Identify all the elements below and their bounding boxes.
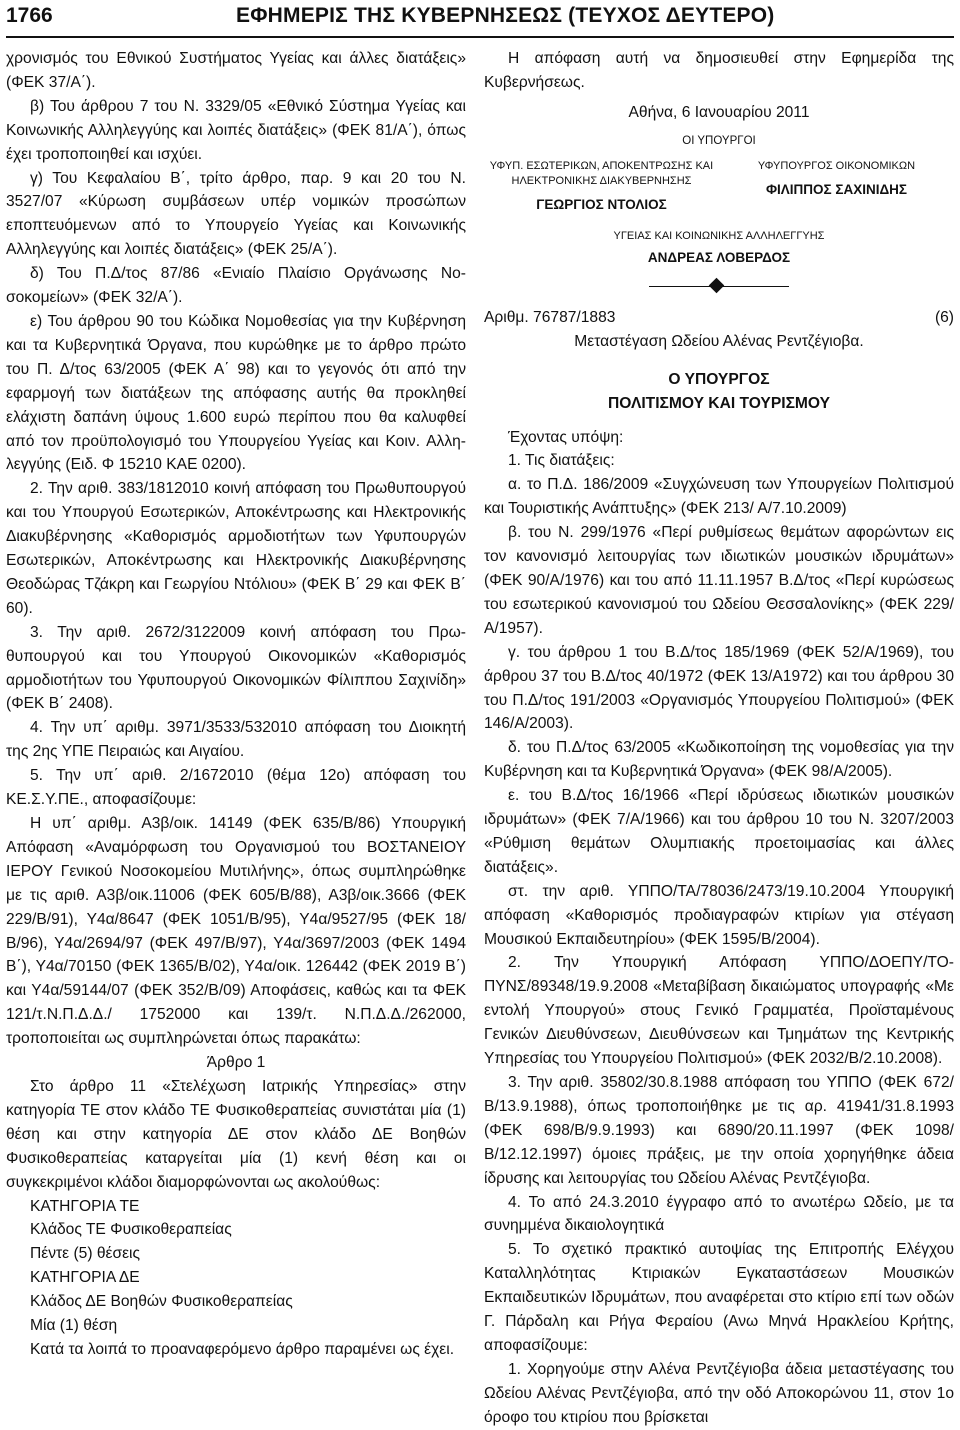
issuing-authority: [484, 368, 954, 416]
signatory-role: ΥΦΥΠ. ΕΣΩΤΕΡΙΚΩΝ, ΑΠΟΚΕΝΤΡΩΣΗΣ ΚΑΙ ΗΛΕΚΤΡΟΝΙΚΗΣ ΔΙΑΚΥΒΕΡΝΗΣΗΣ: [489, 159, 714, 187]
signatory-name: ΓΕΩΡΓΙΟΣ ΝΤΟΛΙΟΣ: [536, 196, 667, 212]
paragraph: 4. Το από 24.3.2010 έγγραφο από το ανωτέρω Ωδείο, με τα συνημμένα δικαιολογητικά: [484, 1193, 954, 1235]
left-column: [6, 47, 466, 1362]
paragraph: 3. Την αριθ. 2672/3122009 κοινή απόφαση του Πρωθυπουργού και του Υπουργού Οικονομικών «Καθορισμός αρμοδιοτήτων του Υφυπουργού Οικονομικών Φίλιππου Σαχινίδη» (ΦΕΚ Β΄ 2408).: [6, 623, 466, 713]
decision-subject: Μεταστέγαση Ωδείου Αλένας Ρεντζέγιοβα.: [574, 332, 864, 350]
publication-note: Η απόφαση αυτή να δημοσιευθεί στην Εφημερίδα της Κυβερνήσεως.: [484, 50, 954, 91]
list-item: ΚΑΤΗΓΟΡΙΑ ΤΕ: [30, 1197, 140, 1215]
paragraph: 1. Τις διατάξεις:: [508, 452, 615, 470]
signatory-name: ΑΝΔΡΕΑΣ ΛΟΒΕΡΔΟΣ: [647, 249, 791, 265]
signatory-right: [719, 159, 954, 215]
paragraph: γ) Του Κεφαλαίου Β΄, τρίτο άρθρο, παρ. 9 και 20 του Ν. 3527/07 «Κύρωση συμβάσεων υπέρ νομικών προσώπων εποπτευόμενων από το Υπουργείο Υγείας και Κοινωνικής Αλληλεγγύης και λοιπές διατάξεις» (ΦΕΚ 25/Α΄).: [6, 169, 466, 259]
article-title: Άρθρο 1: [206, 1054, 266, 1072]
decision-number: Αριθμ. 76787/1883: [484, 308, 616, 326]
diamond-icon: [709, 277, 725, 293]
paragraph: στ. την αριθ. ΥΠΠΟ/ΤΑ/78036/2473/19.10.2004 Υπουργική απόφαση «Καθορισμός προδιαγραφών κτιρίων για στέγαση Μουσικού Εκπαιδευτηρίου» (ΦΕΚ 1595/Β/2004).: [484, 882, 954, 948]
signatory-name: ΦΙΛΙΠΠΟΣ ΣΑΧΙΝΙΔΗΣ: [765, 181, 908, 197]
paragraph: ε. του Β.Δ/τος 16/1966 «Περί ιδρύσεως ιδιωτικών μουσικών ιδρυμάτων» (ΦΕΚ 7/Α/1966) και του άρθρου 10 του Ν. 3207/2003 «Ρύθμιση θεμάτων Ολυμπιακής προετοιμασίας και άλλες διατάξεις».: [484, 787, 954, 876]
paragraph: Η υπ΄ αριθμ. Α3β/οικ. 14149 (ΦΕΚ 635/Β/86) Υπουργική Απόφαση «Αναμόρφωση του Οργανισμού του ΒΟΣΤΑΝΕΙΟΥ ΙΕΡΟΥ Γενικού Νοσοκομείου Μυτιλήνης», όπως συμπληρώθηκε με τις αριθ. Α3β/οικ.11006 (ΦΕΚ 605/Β/88), Α3β/οικ.3666 (ΦΕΚ 229/Β/91), Υ4α/8647 (ΦΕΚ 1051/Β/95), Υ4α/9527/95 (ΦΕΚ 18/Β/96), Υ4α/2694/97 (ΦΕΚ 497/Β/97), Υ4α/3697/2003 (ΦΕΚ 1494 Β΄), Υ4α/70150 (ΦΕΚ 1365/Β/02), Υ4α/οικ. 126442 (ΦΕΚ 2019 Β΄) και Υ4α/59144/07 (ΦΕΚ 352/Β/09) Αποφάσεις, καθώς και τα ΦΕΚ 121/τ.Ν.Π.Δ.Δ./ 1752000 και 139/τ. Ν.Π.Δ.Δ./262000, τροποποιείται ως συμπληρώνεται όπως παρακάτω:: [6, 815, 466, 1048]
signatory-role: ΥΦΥΠΟΥΡΓΟΣ ΟΙΚΟΝΟΜΙΚΩΝ: [757, 159, 916, 172]
minister-title: Ο ΥΠΟΥΡΓΟΣ: [668, 370, 770, 388]
paragraph: Στο άρθρο 11 «Στελέχωση Ιατρικής Υπηρεσίας» στην κατηγορία ΤΕ στον κλάδο ΤΕ Φυσικοθεραπείας συνιστάται μία (1) θέση και στην κατηγορία ΔΕ στον κλάδο ΔΕ Βοηθών Φυσικοθεραπείας καταργείται μία (1) κενή θέση και οι συγκεκριμένοι κλάδοι διαμορφώνονται ως ακολούθως:: [6, 1077, 466, 1191]
decision-index: (6): [934, 308, 954, 326]
paragraph: 2. Την Υπουργική Απόφαση ΥΠΠΟ/ΔΟΕΠΥ/ΤΟΠΥΝΣ/89348/19.9.2008 «Μεταβίβαση δικαιώματος υπογραφής «Με εντολή Υπουργού» στους Γενικό Γραμματέα, Προϊσταμένους Γενικών Διευθύνσεων, Διευθύνσεων και Τμημάτων της Κεντρικής Υπηρεσίας του Υπουργείου Πολιτισμού» (ΦΕΚ 2032/Β/2.10.2008).: [484, 954, 954, 1068]
list-item: Κλάδος ΔΕ Βοηθών Φυσικοθεραπείας: [30, 1293, 293, 1311]
paragraph: α. το Π.Δ. 186/2009 «Συγχώνευση των Υπουργείων Πολιτισμού και Τουριστικής Ανάπτυξης» (ΦΕΚ 213/ Α/7.10.2009): [484, 476, 954, 518]
paragraph: δ) Του Π.Δ/τος 87/86 «Ενιαίο Πλαίσιο Οργάνωσης Νοσοκομείων» (ΦΕΚ 32/Α΄).: [6, 265, 466, 307]
place-date: Αθήνα, 6 Ιανουαρίου 2011: [628, 103, 810, 121]
decision-header: [484, 306, 954, 330]
page-number: 1766: [6, 4, 53, 27]
list-item: Πέντε (5) θέσεις: [30, 1245, 141, 1263]
list-item: Κατά τα λοιπά το προαναφερόμενο άρθρο παραμένει ως έχει.: [30, 1340, 455, 1358]
ministers-label: ΟΙ ΥΠΟΥΡΓΟΙ: [682, 134, 756, 147]
paragraph: 5. Το σχετικό πρακτικό αυτοψίας της Επιτροπής Ελέγχου Καταλληλότητας Κτιριακών Εγκαταστάσεων Μουσικών Εκπαιδευτικών Ιδρυμάτων, που αναφέρεται στο κτίριο επί των οδών Γ. Πάρδαλη και Ρήγα Φεραίου (Ανω Μηνά Ηρακλείου Κρήτης, αποφασίζουμε:: [484, 1241, 954, 1354]
paragraph: 2. Την αριθ. 383/1812010 κοινή απόφαση του Πρωθυπουργού και του Υπουργού Εσωτερικών, Αποκέντρωσης και Ηλεκτρονικής Διακυβέρνησης «Καθορισμός αρμοδιοτήτων των Υφυπουργών Εσωτερικών, Αποκέντρωσης και Ηλεκτρονικής Διακυβέρνησης Θεοδώρας Τζάκρη και Γεωργίου Ντόλιου» (ΦΕΚ Β΄ 29 και ΦΕΚ Β΄ 60).: [6, 480, 466, 617]
paragraph: ε) Του άρθρου 90 του Κώδικα Νομοθεσίας για την Κυβέρνηση και τα Κυβερνητικά Όργανα, που κυρώθηκε με το άρθρο πρώτο του Π. Δ/τος 63/2005 (ΦΕΚ Α΄ 98) και το γεγονός ότι από την εφαρμογή των διατάξεων της απόφασης αυτής θα προκληθεί ελάχιστη δαπάνη ύψους 1.600 ευρώ περίπου που θα καλυφθεί από τον προϋπολογισμό του Υπουργείου Υγείας και Κοιν. Αλληλεγγύης (Ειδ. Φ 15210 ΚΑΕ 0200).: [6, 312, 466, 474]
paragraph: δ. του Π.Δ/τος 63/2005 «Κωδικοποίηση της νομοθεσίας για την Κυβέρνηση και τα Κυβερνητικά Όργανα» (ΦΕΚ 98/Α/2005).: [484, 739, 954, 781]
paragraph: 5. Την υπ΄ αριθ. 2/1672010 (θέμα 12ο) απόφαση του ΚΕ.Σ.Υ.ΠΕ., αποφασίζουμε:: [6, 767, 466, 809]
paragraph: γ. του άρθρου 1 του Β.Δ/τος 185/1969 (ΦΕΚ 52/Α/1969), του άρθρου 37 του Β.Δ/τος 40/1972 (ΦΕΚ 13/Α1972) και του άρθρου 30 του Π.Δ/τος 191/2003 «Οργανισμός Υπουργείου Πολιτισμού» (ΦΕΚ 146/Α/2003).: [484, 643, 954, 733]
section-divider: [649, 270, 789, 300]
signatory-bottom: [484, 229, 954, 268]
signatory-left: [484, 159, 719, 215]
header-rule: [6, 36, 954, 38]
paragraph: 3. Την αριθ. 35802/30.8.1988 απόφαση του ΥΠΠΟ (ΦΕΚ 672/Β/13.9.1988), όπως τροποποιήθηκε με τις αρ. 41941/31.8.1993 (ΦΕΚ 698/Β/9.9.1993) και 6890/20.11.1997 (ΦΕΚ 1098/Β/12.12.1997) όμοιες πράξεις, με την οποία χορηγήθηκε άδεια ίδρυσης και λειτουργίας του Ωδείου Αλένας Ρεντζέγιοβα.: [484, 1074, 954, 1187]
paragraph: χρονισμός του Εθνικού Συστήματος Υγείας και άλλες διατάξεις» (ΦΕΚ 37/Α΄).: [6, 50, 466, 91]
paragraph: β. του Ν. 299/1976 «Περί ρυθμίσεως θεμάτων αφορώντων εις τον κανονισμό λειτουργίας των ιδιωτικών μουσικών ιδρυμάτων» (ΦΕΚ 90/Α/1976) και του από 11.11.1957 Β.Δ/τος «Περί κυρώσεως του εσωτερικού κανονισμού του Ωδείου Θεσσαλονίκης» (ΦΕΚ 229/Α/1957).: [484, 524, 954, 637]
signature-row: [484, 159, 954, 215]
signatory-role: ΥΓΕΙΑΣ ΚΑΙ ΚΟΙΝΩΝΙΚΗΣ ΑΛΛΗΛΕΓΓΥΗΣ: [613, 229, 825, 242]
gazette-title: ΕΦΗΜΕΡΙΣ ΤΗΣ ΚΥΒΕΡΝΗΣΕΩΣ (ΤΕΥΧΟΣ ΔΕΥΤΕΡΟ): [236, 4, 775, 27]
paragraph: 1. Χορηγούμε στην Αλένα Ρεντζέγιοβα άδεια μεταστέγασης του Ωδείου Αλένας Ρεντζέγιοβα, από την οδό Αποκορώνου 11, στον 1ο όροφο του κτιρίου που βρίσκεται: [484, 1360, 954, 1426]
right-column: [484, 47, 954, 1430]
paragraph: β) Του άρθρου 7 του Ν. 3329/05 «Εθνικό Σύστημα Υγείας και Κοινωνικής Αλληλεγγύης και λοιπές διατάξεις» (ΦΕΚ 81/Α΄), όπως έχει τροποποιηθεί και ισχύει.: [6, 97, 466, 163]
list-item: Κλάδος ΤΕ Φυσικοθεραπείας: [30, 1221, 232, 1239]
paragraph: Έχοντας υπόψη:: [508, 428, 624, 446]
ministry-name: ΠΟΛΙΤΙΣΜΟΥ ΚΑΙ ΤΟΥΡΙΣΜΟΥ: [607, 394, 831, 412]
list-item: Μία (1) θέση: [30, 1317, 118, 1335]
page-header: [6, 2, 954, 32]
list-item: ΚΑΤΗΓΟΡΙΑ ΔΕ: [30, 1269, 140, 1287]
paragraph: 4. Την υπ΄ αριθμ. 3971/3533/532010 απόφαση του Διοικητή της 2ης ΥΠΕ Πειραιώς και Αιγαίου.: [6, 719, 466, 761]
